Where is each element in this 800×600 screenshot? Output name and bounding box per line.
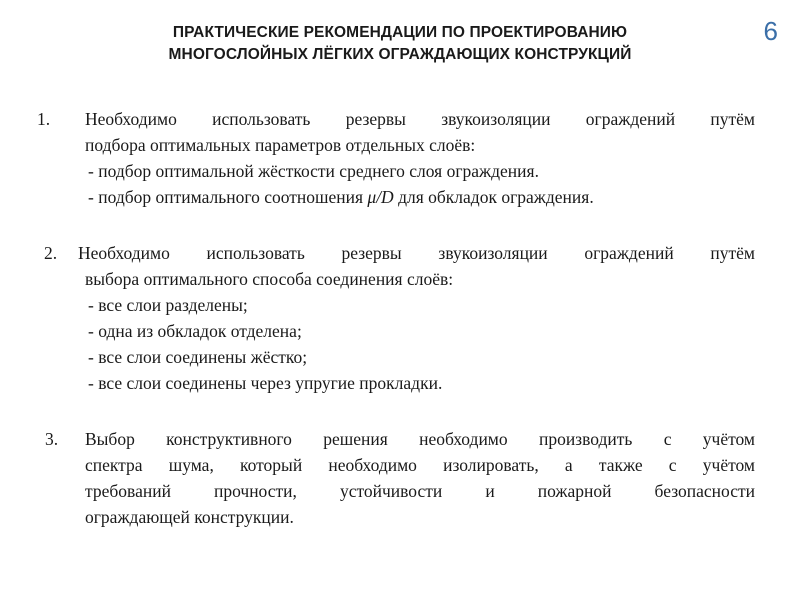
sub-item-text: для обкладок ограждения. bbox=[393, 187, 594, 207]
slide-number: 6 bbox=[763, 16, 778, 46]
sub-item: - все слои разделены; bbox=[88, 295, 248, 315]
list-item-body bbox=[85, 106, 755, 210]
list-item-number: 1. bbox=[37, 109, 51, 129]
item-text-line: спектра шума, который необходимо изолировать, а также с учётом bbox=[85, 455, 755, 475]
list-item-number: 3. bbox=[45, 429, 59, 449]
item-text-line: Необходимо использовать резервы звукоизоляции ограждений путём bbox=[85, 109, 755, 129]
slide-title bbox=[80, 22, 720, 66]
list-item-body bbox=[78, 240, 755, 396]
title-line-1: ПРАКТИЧЕСКИЕ РЕКОМЕНДАЦИИ ПО ПРОЕКТИРОВАНИЮ bbox=[172, 24, 628, 41]
title-line-2: МНОГОСЛОЙНЫХ ЛЁГКИХ ОГРАЖДАЮЩИХ КОНСТРУКЦИЙ bbox=[168, 46, 632, 63]
item-text-line: требований прочности, устойчивости и пожарной безопасности bbox=[85, 481, 755, 501]
item-text-line: Необходимо использовать резервы звукоизоляции ограждений путём bbox=[78, 243, 755, 263]
item-text-line: Выбор конструктивного решения необходимо производить с учётом bbox=[85, 429, 755, 449]
sub-item: - подбор оптимальной жёсткости среднего слоя ограждения. bbox=[88, 161, 539, 181]
sub-item-text: - подбор оптимального соотношения bbox=[88, 187, 368, 207]
sub-item: - все слои соединены жёстко; bbox=[88, 347, 308, 367]
sub-item: - одна из обкладок отделена; bbox=[88, 321, 302, 341]
item-text-line: подбора оптимальных параметров отдельных слоёв: bbox=[85, 135, 476, 155]
list-item-number: 2. bbox=[44, 243, 58, 263]
sub-item: - все слои соединены через упругие прокладки. bbox=[88, 373, 443, 393]
sub-item bbox=[85, 184, 755, 210]
list-item-body bbox=[85, 426, 755, 530]
item-text-line: выбора оптимального способа соединения слоёв: bbox=[85, 269, 454, 289]
item-text-line: ограждающей конструкции. bbox=[85, 507, 294, 527]
formula-mu-d: μ/D bbox=[367, 187, 394, 207]
